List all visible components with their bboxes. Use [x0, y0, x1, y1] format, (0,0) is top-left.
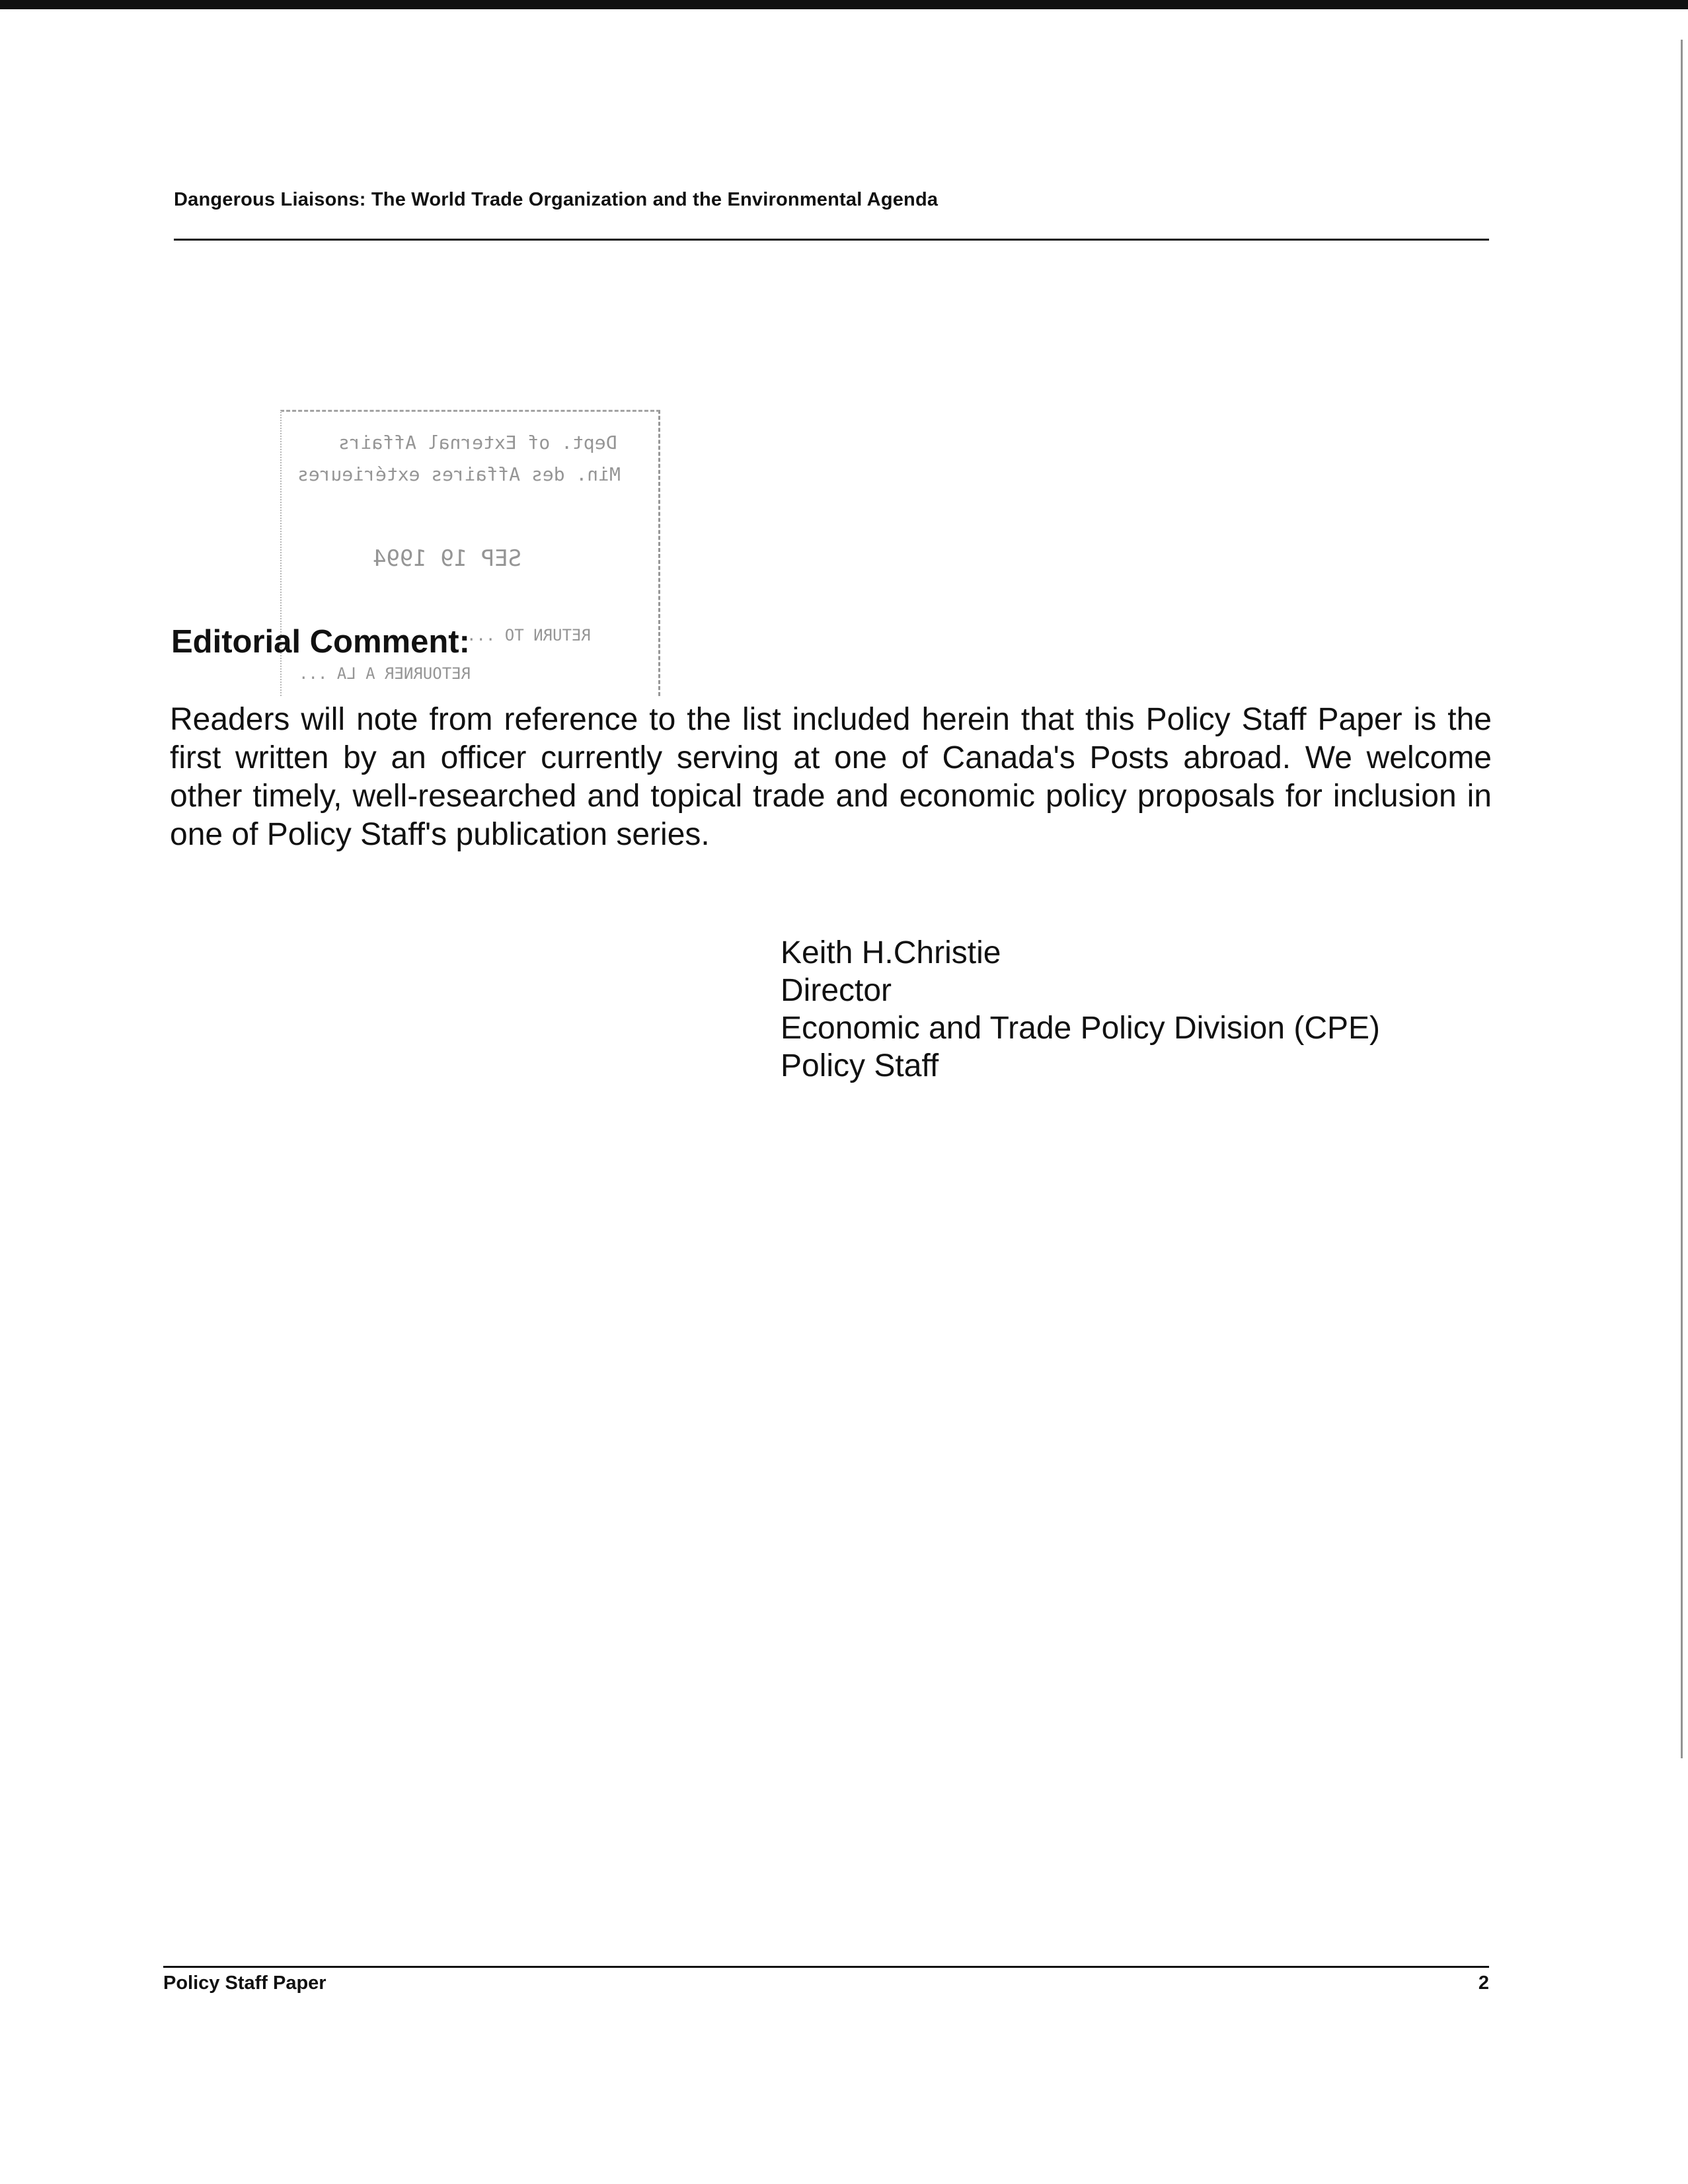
- editorial-paragraph: Readers will note from reference to the list included herein that this Policy Staff Paper is the first written by an officer currently serving at one of Canada's Posts abroad. We welcome other timely, well-researched and topical trade and economic policy proposals for inclusion in one of Policy Staff's publication series.: [170, 702, 1492, 852]
- stamp-line-return: RETURN TO ...: [467, 626, 591, 644]
- signature-block: [781, 934, 1380, 1085]
- stamp-line-retourner: RETOURNER A LA ...: [299, 664, 471, 683]
- stamp-line-ministry: Min. des Affaires extérieures: [297, 463, 621, 485]
- signatory-title: Director: [781, 973, 892, 1008]
- stamp-line-department: Dept. of External Affairs: [338, 432, 617, 453]
- editorial-comment: [170, 701, 1492, 854]
- top-scan-rule: [0, 0, 1688, 9]
- signatory-name: Keith H.Christie: [781, 935, 1001, 970]
- footer-series-label: Policy Staff Paper: [163, 1972, 326, 1994]
- running-header: Dangerous Liaisons: The World Trade Organization and the Environmental Agenda: [174, 189, 939, 210]
- signatory-unit: Policy Staff: [781, 1048, 939, 1083]
- header-rule: [174, 239, 1489, 241]
- signatory-division: Economic and Trade Policy Division (CPE): [781, 1011, 1381, 1046]
- footer-rule: [163, 1966, 1489, 1968]
- stamp-line-date: SEP 19 1994: [373, 545, 522, 572]
- editorial-heading: Editorial Comment:: [171, 624, 470, 660]
- scan-edge-shadow: [1681, 40, 1688, 1758]
- page-number: 2: [1478, 1972, 1489, 1994]
